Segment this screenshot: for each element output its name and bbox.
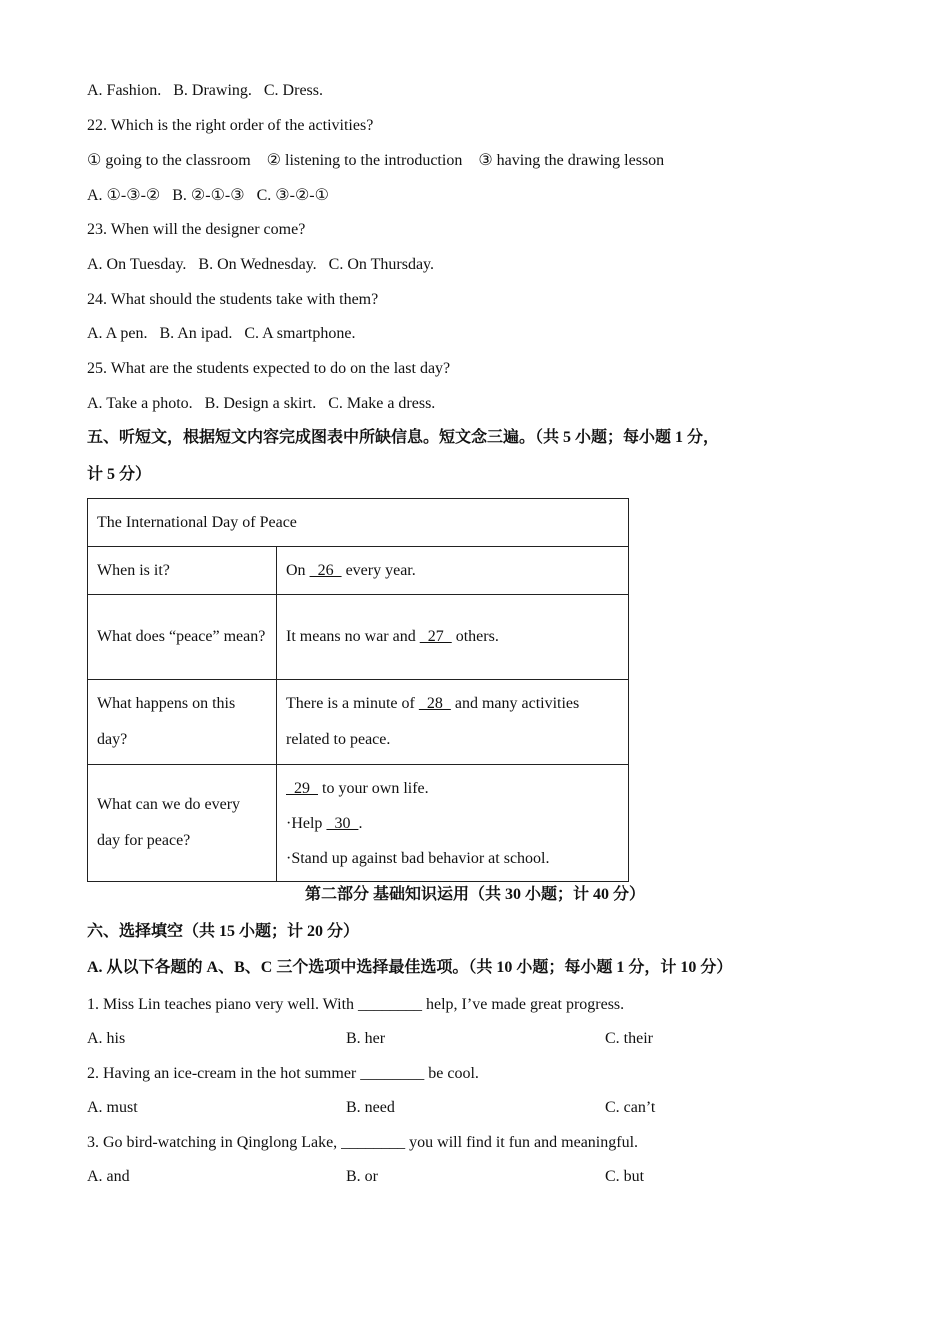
mc-question-3: 3. Go bird-watching in Qinglong Lake, ________ you will find it fun and meaningful. <box>87 1134 639 1151</box>
q25-options: A. Take a photo. B. Design a skirt. C. Make a dress. <box>87 395 436 412</box>
row-answer: It means no war and 27 others. <box>277 595 629 680</box>
blank-28: 28 <box>418 695 451 712</box>
section5-heading: 五、听短文，根据短文内容完成图表中所缺信息。短文念三遍。（共 5 小题；每小题 1 分， <box>87 429 720 446</box>
row-answer: On 26 every year. <box>277 547 629 595</box>
q23-question: 23. When will the designer come? <box>87 221 306 238</box>
mc1-option-c: C. their <box>605 1030 653 1047</box>
row-question: What can we do every day for peace? <box>88 765 277 882</box>
blank-27: 27 <box>419 628 452 645</box>
q21-options: A. Fashion. B. Drawing. C. Dress. <box>87 82 323 99</box>
q24-options: A. A pen. B. An ipad. C. A smartphone. <box>87 325 356 342</box>
q22-question: 22. Which is the right order of the activities? <box>87 117 374 134</box>
blank-26: 26 <box>309 561 342 579</box>
section5-heading-cont: 计 5 分） <box>87 466 152 483</box>
section6-heading: 六、选择填空（共 15 小题；计 20 分） <box>87 923 360 940</box>
q24-question: 24. What should the students take with them? <box>87 291 379 308</box>
mc1-option-a: A. his <box>87 1030 126 1047</box>
q22-items: ① going to the classroom ② listening to the introduction ③ having the drawing lesson <box>87 152 665 169</box>
mc2-option-c: C. can’t <box>605 1099 656 1116</box>
row-answer: 29 to your own life. ·Help 30 . ·Stand up against bad behavior at school. <box>277 765 629 882</box>
table-row <box>88 765 629 882</box>
row-question: When is it? <box>88 547 277 595</box>
q23-options: A. On Tuesday. B. On Wednesday. C. On Thursday. <box>87 256 434 273</box>
peace-table <box>87 498 629 882</box>
mc2-option-a: A. must <box>87 1099 138 1116</box>
mc2-option-b: B. need <box>346 1099 395 1116</box>
row-answer: There is a minute of 28 and many activities related to peace. <box>277 680 629 765</box>
sectionA-heading: A. 从以下各题的 A、B、C 三个选项中选择最佳选项。（共 10 小题；每小题 1 分，计 10 分） <box>87 959 733 976</box>
mc-question-1: 1. Miss Lin teaches piano very well. With ________ help, I’ve made great progress. <box>87 996 625 1013</box>
q25-question: 25. What are the students expected to do on the last day? <box>87 360 451 377</box>
blank-30: 30 <box>326 814 359 832</box>
row-question: What does “peace” mean? <box>88 595 277 680</box>
mc3-option-a: A. and <box>87 1168 130 1185</box>
table-row <box>88 547 629 595</box>
mc-question-2: 2. Having an ice-cream in the hot summer ________ be cool. <box>87 1065 479 1082</box>
table-row <box>88 595 629 680</box>
mc1-option-b: B. her <box>346 1030 386 1047</box>
table-row <box>88 680 629 765</box>
mc3-option-c: C. but <box>605 1168 645 1185</box>
mc3-option-b: B. or <box>346 1168 378 1185</box>
row-question: What happens on this day? <box>88 680 277 765</box>
table-title: The International Day of Peace <box>88 499 629 547</box>
part2-title: 第二部分 基础知识运用（共 30 小题；计 40 分） <box>304 886 645 903</box>
blank-29: 29 <box>286 779 318 797</box>
q22-options: A. ①-③-② B. ②-①-③ C. ③-②-① <box>87 187 329 204</box>
